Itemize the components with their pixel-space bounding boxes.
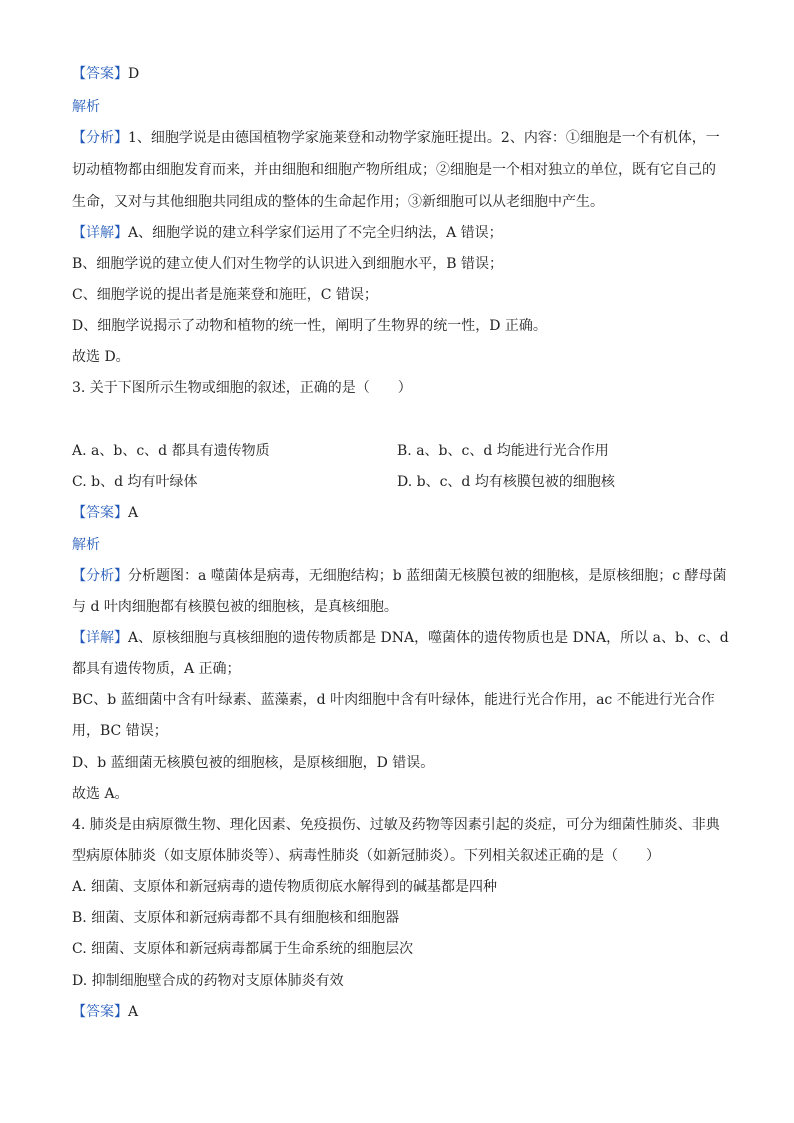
xiangjie-text: A、细胞学说的建立科学家们运用了不完全归纳法，A 错误； (128, 225, 503, 241)
q3-xiangjie-line-4: 用，BC 错误； (72, 723, 168, 739)
answer-tag: 【答案】 (72, 505, 128, 521)
fenxi-tag: 【分析】 (72, 568, 128, 584)
answer-value: A (128, 1004, 139, 1020)
q3-fenxi-line-2: 与 d 叶肉细胞都有核膜包被的细胞核，是真核细胞。 (72, 599, 398, 615)
q3-answer-line (72, 503, 138, 523)
q2-xiangjie-line-2: B、细胞学说的建立使人们对生物学的认识进入到细胞水平，B 错误； (72, 256, 504, 272)
q2-xiangjie-line-3: C、细胞学说的提出者是施莱登和施旺，C 错误； (72, 287, 378, 303)
answer-value: A (128, 505, 139, 521)
q2-xiangjie-line-5: 故选 D。 (72, 349, 130, 365)
q4-option-b: B. 细菌、支原体和新冠病毒都不具有细胞核和细胞器 (72, 910, 400, 926)
answer-tag: 【答案】 (72, 66, 128, 82)
q2-fenxi-line-1 (72, 128, 720, 148)
q3-stem: 3. 关于下图所示生物或细胞的叙述，正确的是（ ） (72, 380, 412, 396)
q2-fenxi-line-3: 生命，又对与其他细胞共同组成的整体的生命起作用；③新细胞可以从老细胞中产生。 (72, 194, 604, 210)
q3-fenxi-line-1 (72, 566, 727, 586)
q4-answer-line (72, 1002, 138, 1022)
fenxi-text: 1、细胞学说是由德国植物学家施莱登和动物学家施旺提出。2、内容：①细胞是一个有机体，一 (128, 130, 720, 146)
q3-option-c: C. b、d 均有叶绿体 (72, 474, 198, 490)
q4-option-d: D. 抑制细胞壁合成的药物对支原体肺炎有效 (72, 973, 344, 989)
fenxi-text: 分析题图：a 噬菌体是病毒，无细胞结构；b 蓝细菌无核膜包被的细胞核，是原核细胞；c 酵母菌 (128, 568, 727, 584)
q3-xiangjie-line-1 (72, 628, 729, 648)
q4-stem-line-1: 4. 肺炎是由病原微生物、理化因素、免疫损伤、过敏及药物等因素引起的炎症，可分为细菌性肺炎、非典 (72, 817, 720, 833)
q2-analysis-heading (72, 97, 100, 117)
q2-xiangjie-line-4: D、细胞学说揭示了动物和植物的统一性，阐明了生物界的统一性，D 正确。 (72, 318, 547, 334)
analysis-tag: 解析 (72, 537, 100, 553)
answer-tag: 【答案】 (72, 1004, 128, 1020)
q3-xiangjie-line-5: D、b 蓝细菌无核膜包被的细胞核，是原核细胞，D 错误。 (72, 755, 435, 771)
q3-option-d: D. b、c、d 均有核膜包被的细胞核 (397, 474, 615, 490)
q3-option-a: A. a、b、c、d 都具有遗传物质 (72, 443, 270, 459)
analysis-tag: 解析 (72, 99, 100, 115)
answer-value: D (128, 66, 140, 82)
q4-option-c: C. 细菌、支原体和新冠病毒都属于生命系统的细胞层次 (72, 941, 414, 957)
xiangjie-tag: 【详解】 (72, 225, 128, 241)
q3-xiangjie-line-2: 都具有遗传物质，A 正确； (72, 661, 241, 677)
q3-option-b: B. a、b、c、d 均能进行光合作用 (397, 443, 609, 459)
xiangjie-tag: 【详解】 (72, 630, 128, 646)
q3-xiangjie-line-6: 故选 A。 (72, 786, 129, 802)
q3-xiangjie-line-3: BC、b 蓝细菌中含有叶绿素、蓝藻素，d 叶肉细胞中含有叶绿体，能进行光合作用，ac 不能进行光合作 (72, 692, 715, 708)
q4-option-a: A. 细菌、支原体和新冠病毒的遗传物质彻底水解得到的碱基都是四种 (72, 879, 498, 895)
q2-fenxi-line-2: 切动植物都由细胞发育而来，并由细胞和细胞产物所组成；②细胞是一个相对独立的单位，既有它自己的 (72, 162, 716, 178)
q2-answer-line (72, 64, 139, 84)
q4-stem-line-2: 型病原体肺炎（如支原体肺炎等）、病毒性肺炎（如新冠肺炎）。下列相关叙述正确的是（ ） (72, 848, 660, 864)
fenxi-tag: 【分析】 (72, 130, 128, 146)
xiangjie-text: A、原核细胞与真核细胞的遗传物质都是 DNA，噬菌体的遗传物质也是 DNA，所以 a、b、c、d (128, 630, 729, 646)
q2-xiangjie-line-1 (72, 223, 503, 243)
q3-analysis-heading (72, 535, 100, 555)
